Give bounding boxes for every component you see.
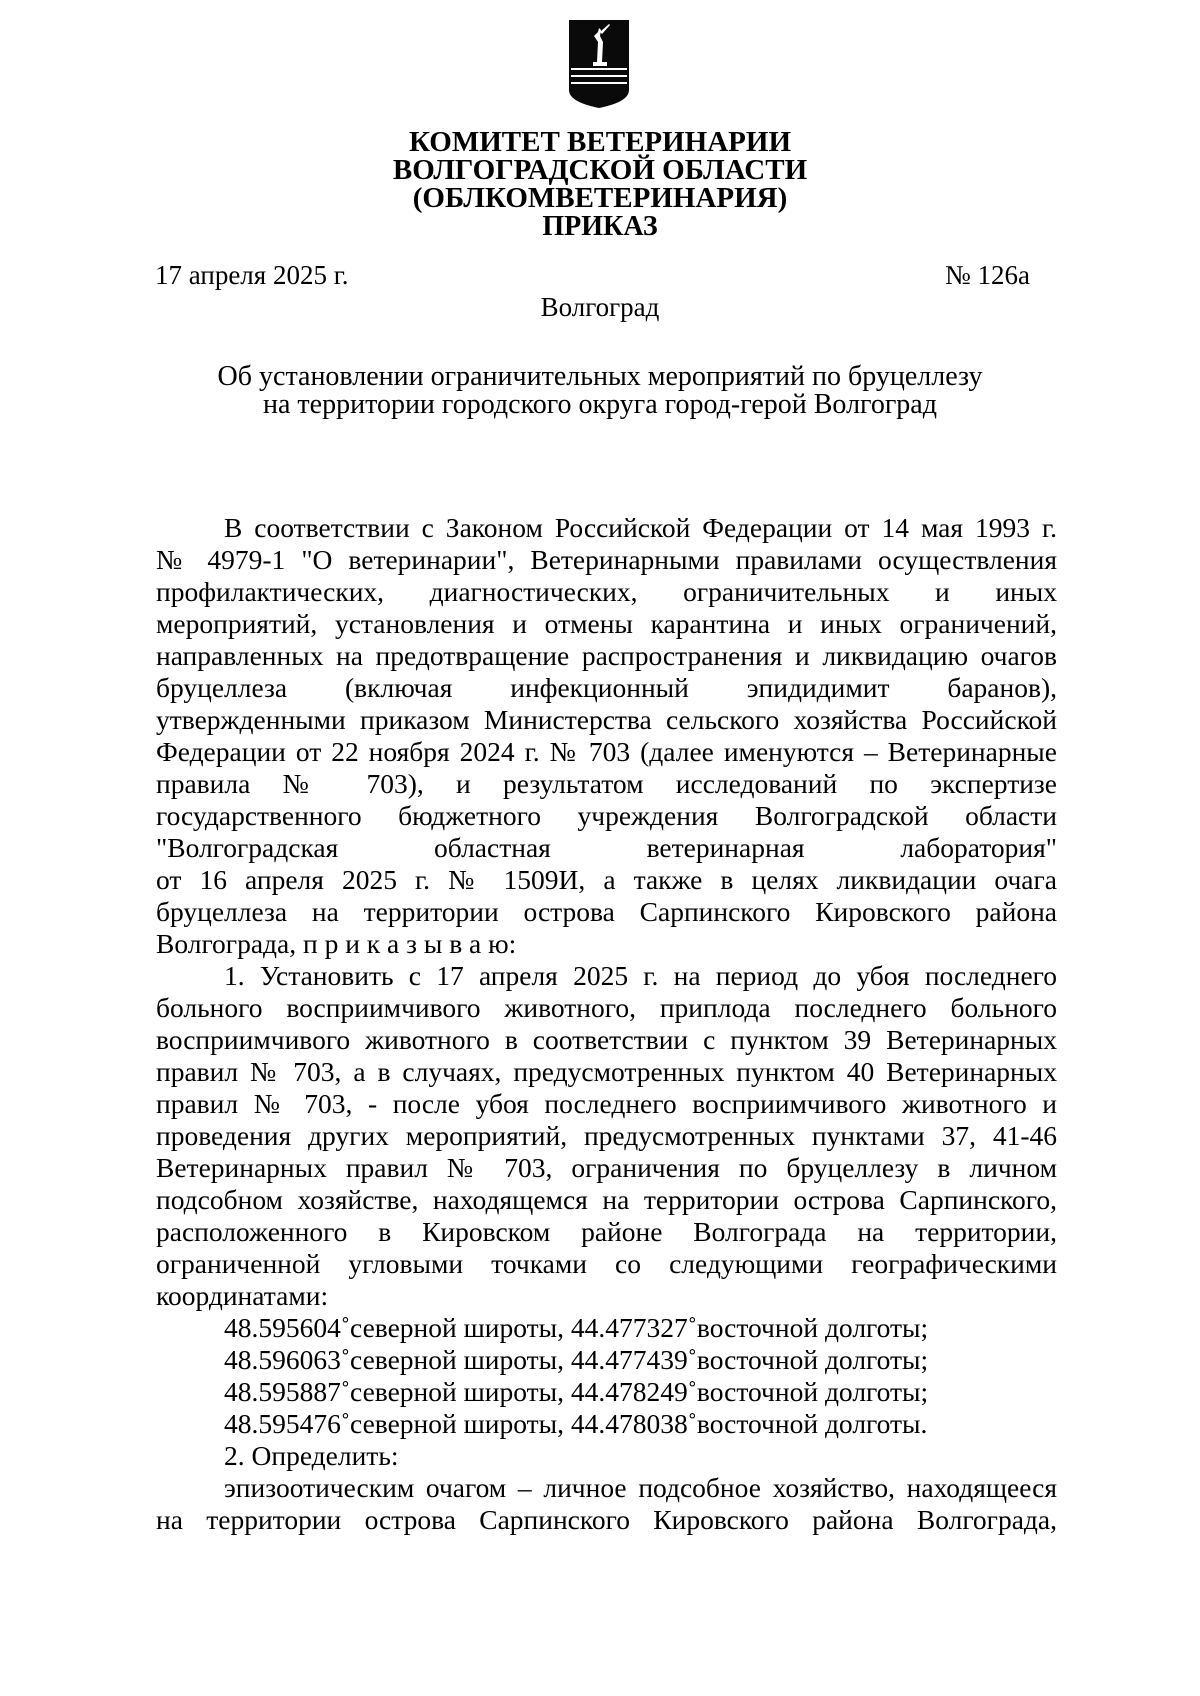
body-line: больного восприимчивого животного, приплода последнего больного: [156, 992, 1057, 1023]
body-line: № 4979-1 "О ветеринарии", Ветеринарными правилами осуществления: [156, 544, 1057, 575]
committee-name-line-1: КОМИТЕТ ВЕТЕРИНАРИИ: [408, 126, 792, 158]
body-line: подсобном хозяйстве, находящемся на территории острова Сарпинского,: [156, 1184, 1057, 1215]
body-line: от 16 апреля 2025 г. № 1509И, а также в целях ликвидации очага: [156, 864, 1057, 895]
order-number: № 126а: [945, 260, 1030, 290]
order-title: ПРИКАЗ: [542, 211, 658, 242]
body-line: эпизоотическим очагом – личное подсобное хозяйство, находящееся: [224, 1472, 1057, 1503]
body-line: правил № 703, - после убоя последнего восприимчивого животного и: [156, 1088, 1057, 1119]
body-line: В соответствии с Законом Российской Федерации от 14 мая 1993 г.: [224, 512, 1057, 543]
coordinate-line: 48.595476˚северной широты, 44.478038˚восточной долготы.: [224, 1408, 928, 1439]
body-line: восприимчивого животного в соответствии с пунктом 39 Ветеринарных: [156, 1024, 1057, 1055]
body-line: бруцеллеза (включая инфекционный эпидидимит баранов),: [156, 672, 1057, 703]
body-line: Волгограда, п р и к а з ы в а ю:: [156, 928, 517, 959]
body-line: проведения других мероприятий, предусмотренных пунктами 37, 41-46: [156, 1120, 1057, 1151]
committee-name-line-2: ВОЛГОГРАДСКОЙ ОБЛАСТИ: [392, 154, 808, 186]
volgograd-emblem-icon: [567, 18, 631, 110]
body-line: на территории острова Сарпинского Кировского района Волгограда,: [156, 1504, 1057, 1535]
body-line: правил № 703, а в случаях, предусмотренных пунктом 40 Ветеринарных: [156, 1056, 1057, 1087]
subject-line: на территории городского округа город-герой Волгоград: [263, 389, 937, 420]
coordinate-line: 48.595604˚северной широты, 44.477327˚восточной долготы;: [224, 1312, 929, 1343]
body-line: ограниченной угловыми точками со следующими географическими: [156, 1248, 1057, 1279]
coordinate-line: 48.596063˚северной широты, 44.477439˚восточной долготы;: [224, 1344, 929, 1375]
body-line: 2. Определить:: [224, 1440, 399, 1471]
order-city: Волгоград: [540, 292, 660, 322]
body-line: направленных на предотвращение распространения и ликвидацию очагов: [156, 640, 1057, 671]
body-line: утвержденными приказом Министерства сельского хозяйства Российской: [156, 704, 1057, 735]
body-line: правила № 703), и результатом исследований по экспертизе: [156, 768, 1057, 799]
body-line: Ветеринарных правил № 703, ограничения по бруцеллезу в личном: [156, 1152, 1057, 1183]
order-date: 17 апреля 2025 г.: [155, 260, 349, 290]
committee-header: [0, 128, 1200, 212]
body-line: профилактических, диагностических, ограничительных и иных: [156, 576, 1057, 607]
body-line: 1. Установить с 17 апреля 2025 г. на период до убоя последнего: [224, 960, 1057, 991]
body-line: координатами:: [156, 1280, 329, 1311]
subject-line: Об установлении ограничительных мероприятий по бруцеллезу: [217, 361, 983, 392]
body-line: мероприятий, установления и отмены карантина и иных ограничений,: [156, 608, 1057, 639]
body-line: расположенного в Кировском районе Волгограда на территории,: [156, 1216, 1057, 1247]
committee-name-line-3: (ОБЛКОМВЕТЕРИНАРИЯ): [412, 182, 788, 214]
body-line: бруцеллеза на территории острова Сарпинского Кировского района: [156, 896, 1057, 927]
coordinate-line: 48.595887˚северной широты, 44.478249˚восточной долготы;: [224, 1376, 929, 1407]
order-subject: [0, 363, 1200, 419]
body-line: Федерации от 22 ноября 2024 г. № 703 (далее именуются – Ветеринарные: [156, 736, 1057, 767]
order-body: [156, 512, 1057, 1536]
body-line: "Волгоградская областная ветеринарная лаборатория": [156, 832, 1057, 863]
body-line: государственного бюджетного учреждения Волгоградской области: [156, 800, 1057, 831]
